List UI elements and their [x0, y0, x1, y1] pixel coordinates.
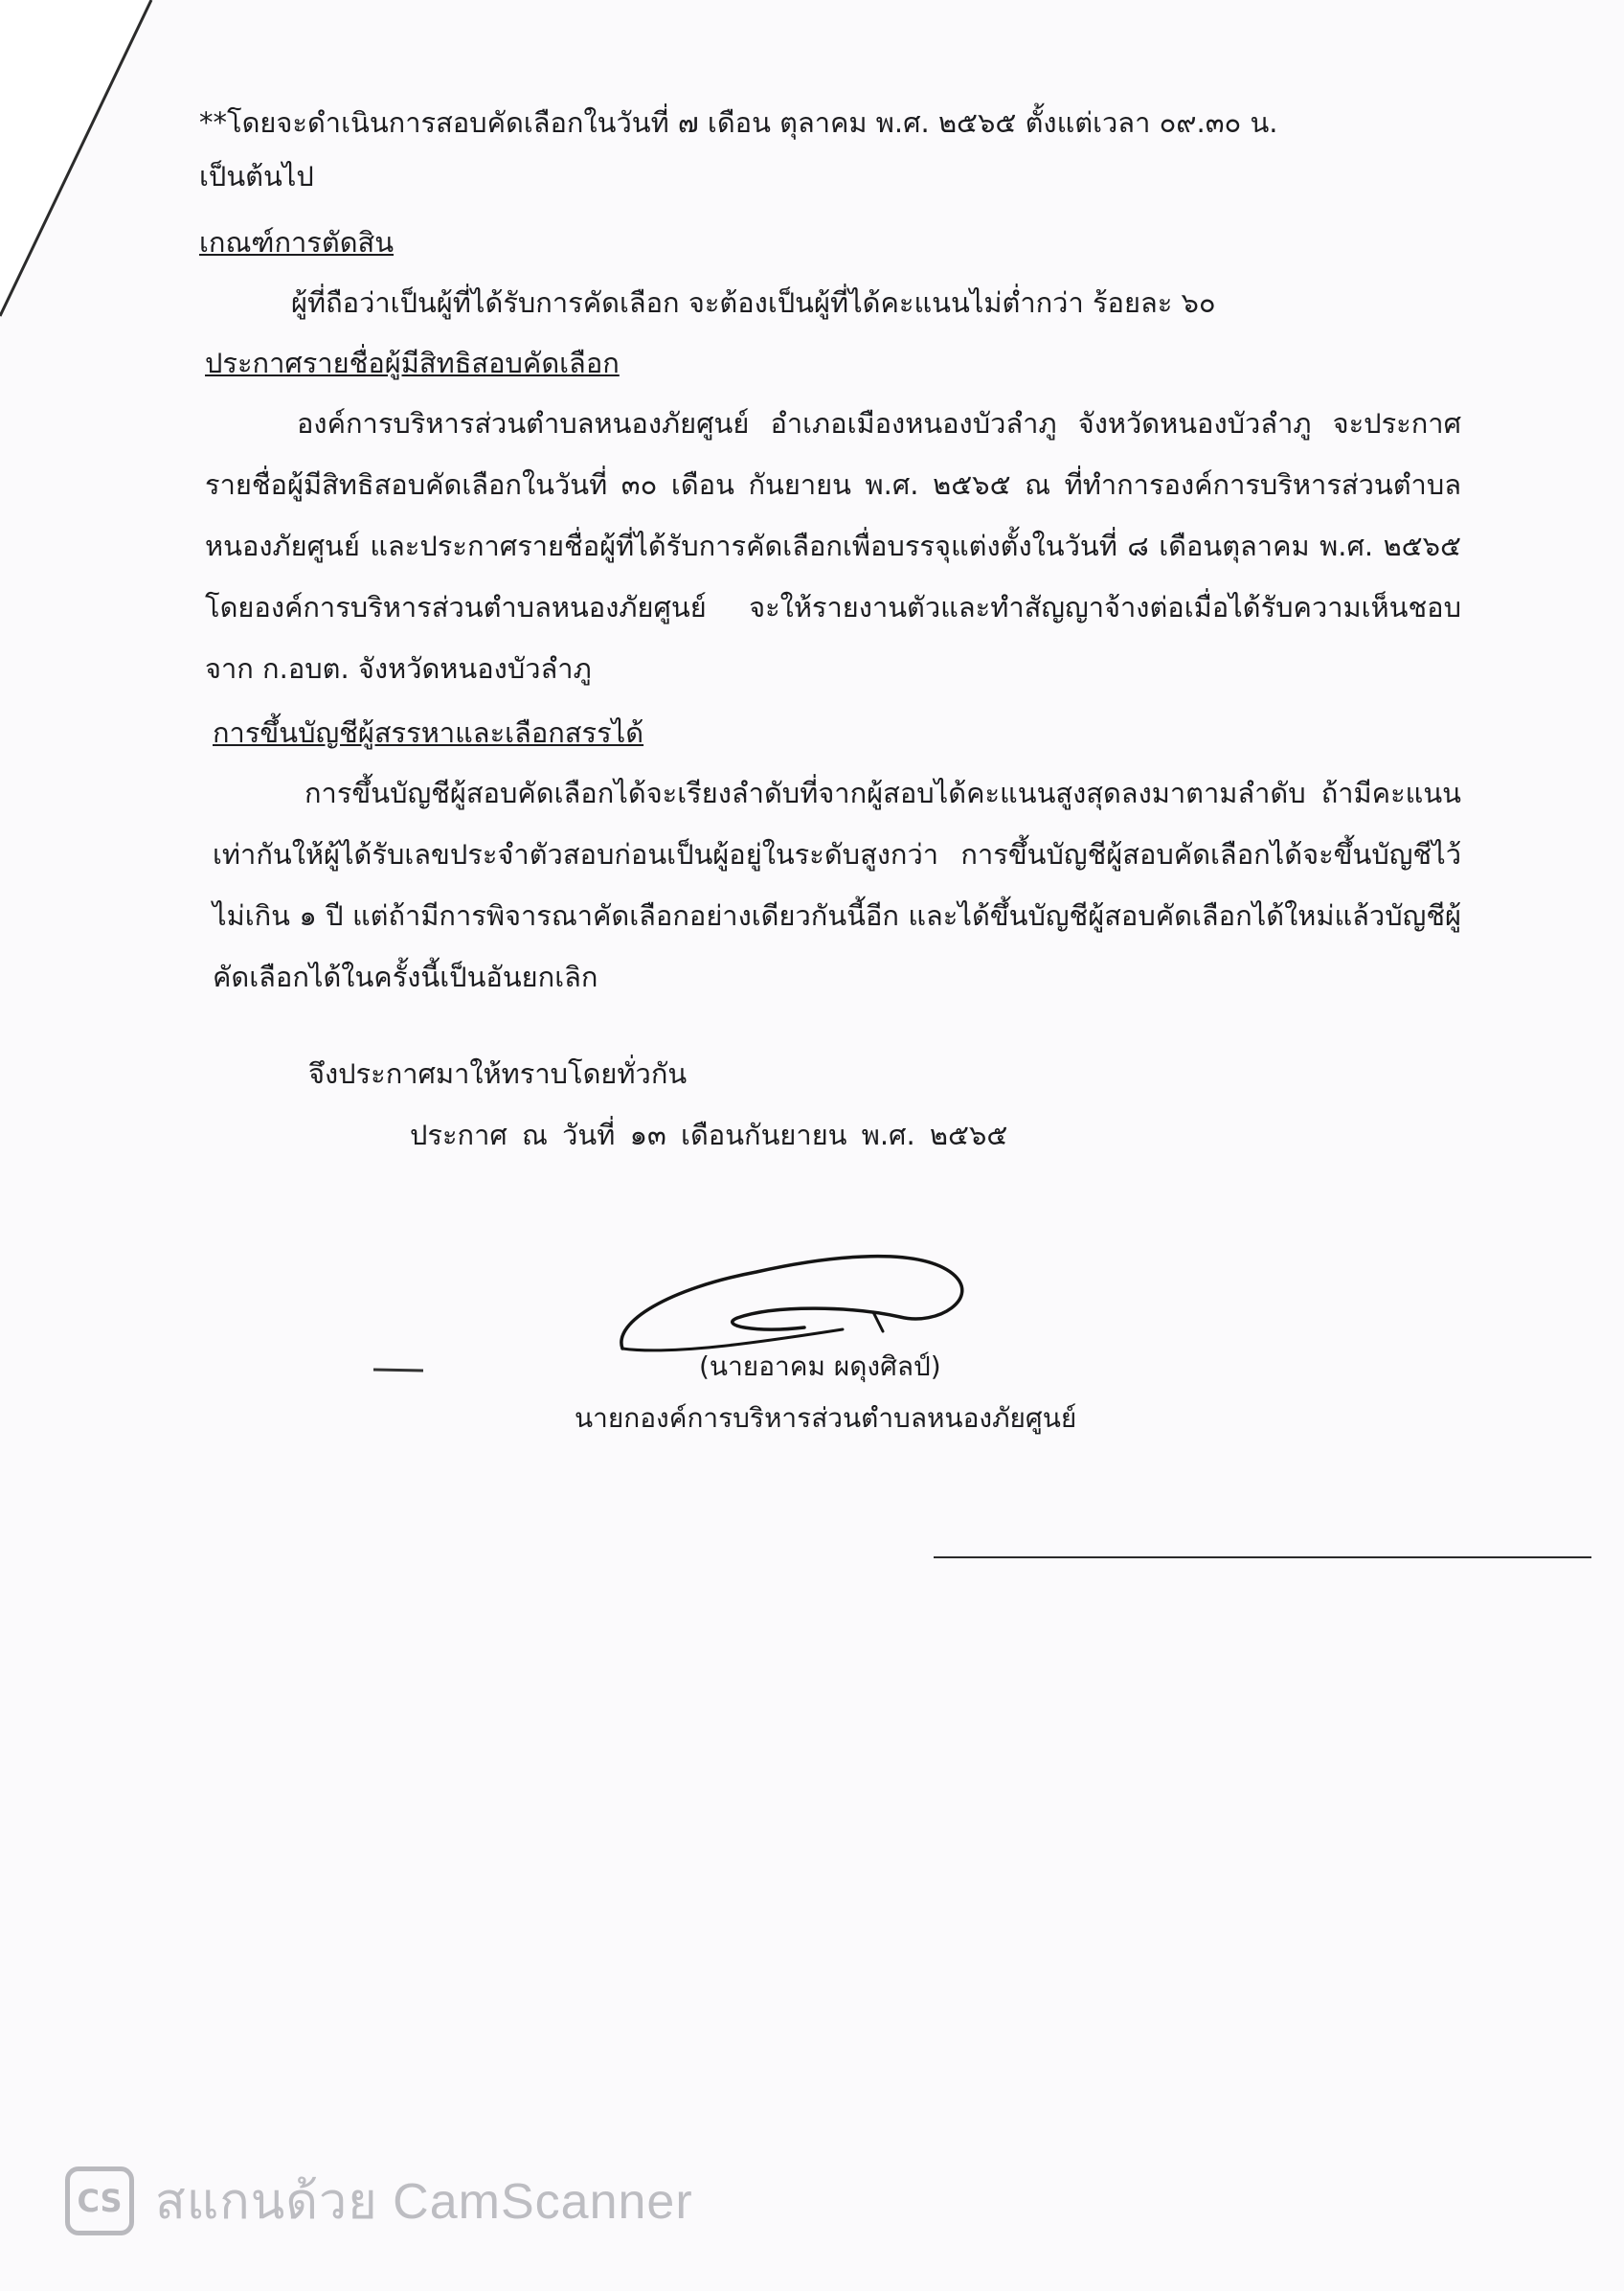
horizontal-rule	[934, 1556, 1591, 1558]
watermark-text: สแกนด้วย CamScanner	[155, 2174, 693, 2230]
page-corner-shadow	[0, 0, 182, 326]
document-body	[199, 92, 1461, 1008]
announce-date: ประกาศ ณ วันที่ ๑๓ เดือนกันยายน พ.ศ. ๒๕๖๕	[410, 1119, 1008, 1151]
section-heading-criteria: เกณฑ์การตัดสิน	[199, 226, 395, 259]
signer-title: นายกองค์การบริหารส่วนตำบลหนองภัยศูนย์	[575, 1402, 1077, 1434]
account-text: การขึ้นบัญชีผู้สอบคัดเลือกได้จะเรียงลำดับที่จากผู้สอบได้คะแนนสูงสุดลงมาตามลำดับ ถ้ามีคะแนนเท่ากันให้ผู้ได้รับเลขประจำตัวสอบก่อนเป็นผู้อยู่ในระดับสูงกว่า การขึ้นบัญชีผู้สอบคัดเลือกได้จะขึ้นบัญชีไว้ไม่เกิน ๑ ปี แต่ถ้ามีการพิจารณาคัดเลือกอย่างเดียวกันนี้อีก และได้ขึ้นบัญชีผู้สอบคัดเลือกได้ใหม่แล้วบัญชีผู้คัดเลือกได้ในครั้งนี้เป็นอันยกเลิก	[213, 777, 1461, 993]
camscanner-watermark	[65, 2161, 693, 2240]
closing-statement: จึงประกาศมาให้ทราบโดยทั่วกัน	[308, 1057, 688, 1090]
section-heading-account: การขึ้นบัญชีผู้สรรหาและเลือกสรรได้	[213, 716, 644, 749]
exam-date-line-cont: เป็นต้นไป	[199, 160, 314, 193]
camscanner-logo-icon: CS	[65, 2166, 134, 2235]
signer-name: (นายอาคม ผดุงศิลป์)	[699, 1350, 941, 1382]
criteria-text: ผู้ที่ถือว่าเป็นผู้ที่ได้รับการคัดเลือก จะต้องเป็นผู้ที่ได้คะแนนไม่ต่ำกว่า ร้อยละ ๖๐	[291, 286, 1216, 319]
section-heading-eligible-list: ประกาศรายชื่อผู้มีสิทธิสอบคัดเลือก	[205, 347, 620, 379]
stray-mark	[373, 1369, 423, 1372]
eligible-list-text: องค์การบริหารส่วนตำบลหนองภัยศูนย์ อำเภอเมืองหนองบัวลำภู จังหวัดหนองบัวลำภู จะประกาศรายชื่อผู้มีสิทธิสอบคัดเลือกในวันที่ ๓๐ เดือน กันยายน พ.ศ. ๒๕๖๕ ณ ที่ทำการองค์การบริหารส่วนตำบลหนองภัยศูนย์ และประกาศรายชื่อผู้ที่ได้รับการคัดเลือกเพื่อบรรจุแต่งตั้งในวันที่ ๘ เดือนตุลาคม พ.ศ. ๒๕๖๕ โดยองค์การบริหารส่วนตำบลหนองภัยศูนย์ จะให้รายงานตัวและทำสัญญาจ้างต่อเมื่อได้รับความเห็นชอบจาก ก.อบต. จังหวัดหนองบัวลำภู	[205, 407, 1461, 685]
exam-date-line: **โดยจะดำเนินการสอบคัดเลือกในวันที่ ๗ เดือน ตุลาคม พ.ศ. ๒๕๖๕ ตั้งแต่เวลา ๐๙.๓๐ น.	[199, 106, 1278, 139]
